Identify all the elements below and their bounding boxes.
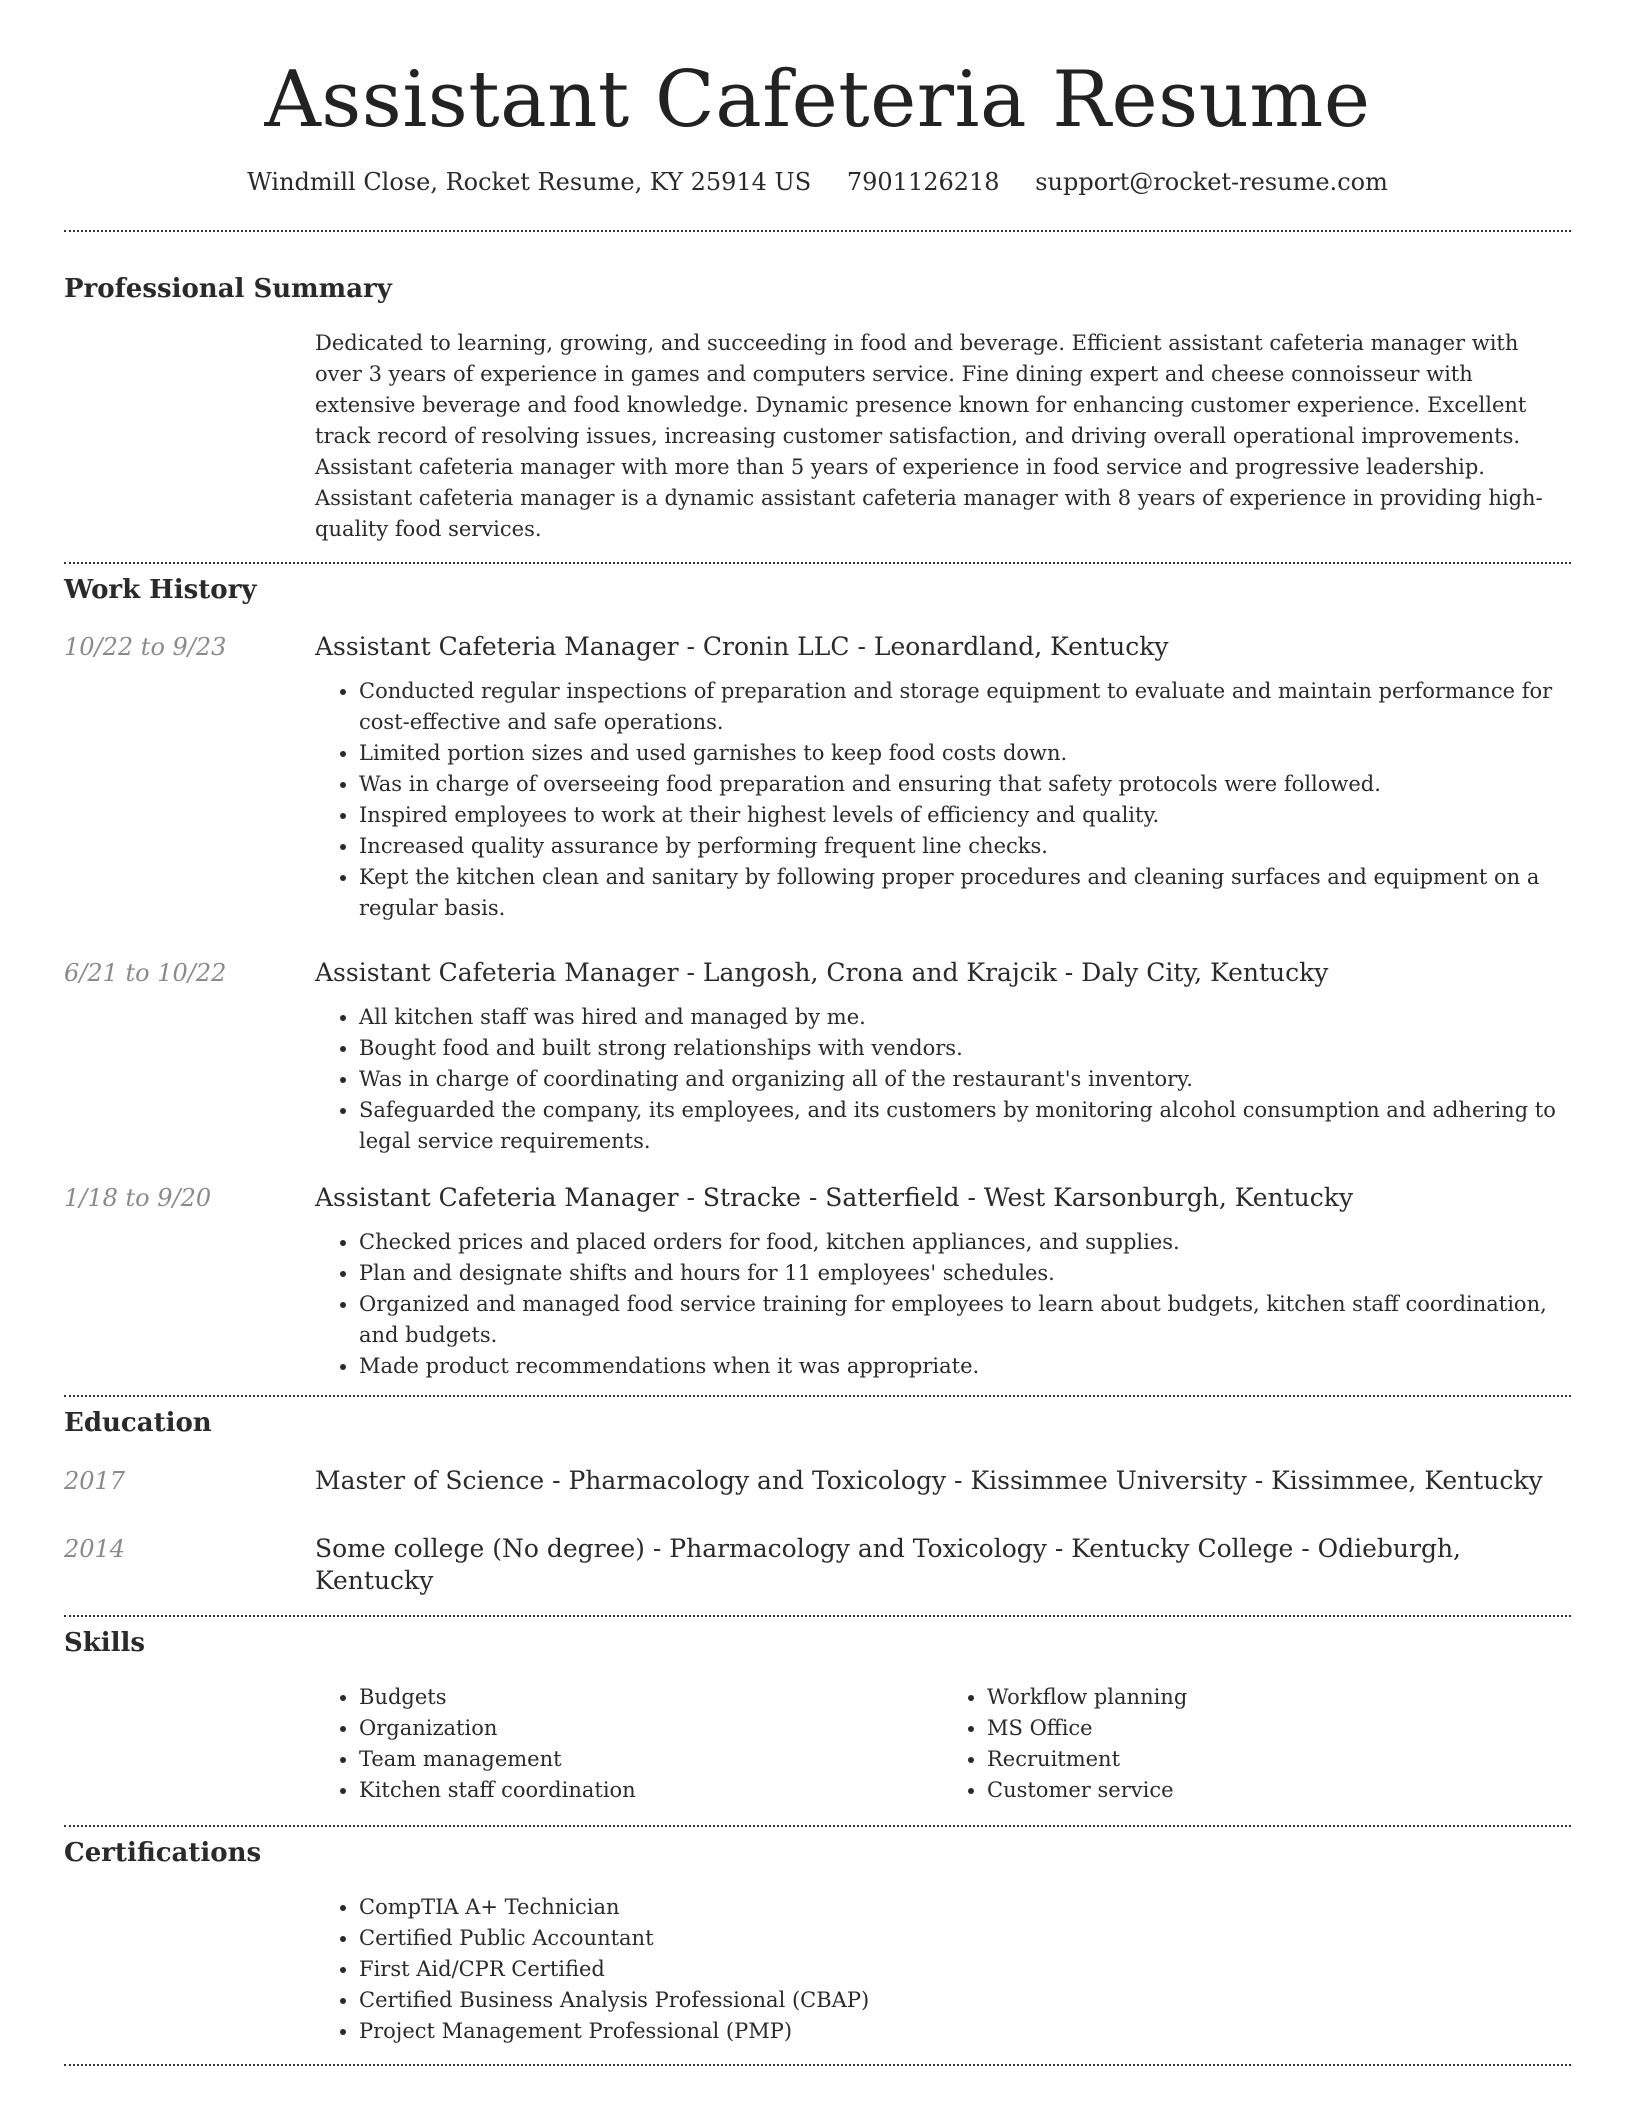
divider (64, 230, 1571, 232)
education-year: 2017 (64, 1467, 126, 1495)
list-item: • Made product recommendations when it was appropriate. (359, 1351, 1571, 1382)
job-entry (64, 1182, 1571, 1382)
skills-list-right (943, 1682, 1571, 1806)
divider (64, 2064, 1571, 2066)
job-bullets (315, 676, 1571, 924)
list-item: • Limited portion sizes and used garnishes to keep food costs down. (359, 738, 1571, 769)
job-dates: 1/18 to 9/20 (64, 1184, 212, 1212)
job-title: Assistant Cafeteria Manager - Cronin LLC - Leonardland, Kentucky (315, 632, 1169, 661)
list-item: • MS Office (987, 1713, 1571, 1744)
job-dates: 6/21 to 10/22 (64, 959, 227, 987)
skills-list-left (315, 1682, 943, 1806)
list-item: • Recruitment (987, 1744, 1571, 1775)
list-item: • Team management (359, 1744, 943, 1775)
divider (64, 1825, 1571, 1827)
list-item: • Project Management Professional (PMP) (359, 2016, 1571, 2047)
list-item: • Budgets (359, 1682, 943, 1713)
job-title: Assistant Cafeteria Manager - Langosh, Crona and Krajcik - Daly City, Kentucky (315, 958, 1329, 987)
section-heading-certifications: Certifications (64, 1838, 262, 1868)
list-item: • Certified Public Accountant (359, 1923, 1571, 1954)
list-item: • Inspired employees to work at their highest levels of efficiency and quality. (359, 800, 1571, 831)
certifications-section (64, 1837, 1571, 2047)
list-item: • Increased quality assurance by performing frequent line checks. (359, 831, 1571, 862)
section-heading-education: Education (64, 1408, 212, 1438)
job-dates: 10/22 to 9/23 (64, 633, 227, 661)
education-section (64, 1407, 1571, 1597)
skills-section (64, 1627, 1571, 1806)
list-item: • Plan and designate shifts and hours for 11 employees' schedules. (359, 1258, 1571, 1289)
job-bullets (315, 1002, 1571, 1157)
job-title: Assistant Cafeteria Manager - Stracke - Satterfield - West Karsonburgh, Kentucky (315, 1183, 1354, 1212)
section-heading-skills: Skills (64, 1628, 146, 1658)
education-title: Master of Science - Pharmacology and Toxicology - Kissimmee University - Kissimmee, Kentucky (315, 1466, 1543, 1495)
list-item: • Safeguarded the company, its employees, and its customers by monitoring alcohol consumption and adhering to legal service requirements. (359, 1095, 1571, 1157)
divider (64, 562, 1571, 564)
work-history-section (64, 574, 1571, 1382)
list-item: • Was in charge of coordinating and organizing all of the restaurant's inventory. (359, 1064, 1571, 1095)
list-item: • Was in charge of overseeing food preparation and ensuring that safety protocols were followed. (359, 769, 1571, 800)
list-item: • Conducted regular inspections of preparation and storage equipment to evaluate and maintain performance for cost-effective and safe operations. (359, 676, 1571, 738)
education-year: 2014 (64, 1535, 126, 1563)
list-item: • Customer service (987, 1775, 1571, 1806)
education-title: Some college (No degree) - Pharmacology and Toxicology - Kentucky College - Odieburgh, Kentucky (315, 1534, 1462, 1595)
education-entry (64, 1533, 1571, 1597)
skills-grid (315, 1682, 1571, 1806)
summary-text: Dedicated to learning, growing, and succeeding in food and beverage. Efficient assistant cafeteria manager with over 3 years of experience in games and computers service. Fine dining expert and cheese connoisseur with extensive beverage and food knowledge. Dynamic presence known for enhancing customer experience. Excellent track record of resolving issues, increasing customer satisfaction, and driving overall operational improvements. Assistant cafeteria manager with more than 5 years of experience in food service and progressive leadership. Assistant cafeteria manager is a dynamic assistant cafeteria manager with 8 years of experience in providing high-quality food services. (315, 331, 1543, 541)
job-bullets (315, 1227, 1571, 1382)
contact-line (64, 167, 1571, 197)
list-item: • Organized and managed food service training for employees to learn about budgets, kitchen staff coordination, and budgets. (359, 1289, 1571, 1351)
contact-phone: 7901126218 (846, 168, 1000, 196)
job-entry (64, 957, 1571, 1157)
contact-address: Windmill Close, Rocket Resume, KY 25914 US (247, 168, 812, 196)
section-heading-work-history: Work History (64, 575, 257, 605)
section-heading-summary: Professional Summary (64, 274, 392, 304)
resume-page (64, 0, 1571, 2066)
job-entry (64, 631, 1571, 924)
list-item: • Bought food and built strong relationships with vendors. (359, 1033, 1571, 1064)
divider (64, 1395, 1571, 1397)
contact-email: support@rocket-resume.com (1035, 168, 1388, 196)
list-item: • First Aid/CPR Certified (359, 1954, 1571, 1985)
list-item: • All kitchen staff was hired and managed by me. (359, 1002, 1571, 1033)
summary-section (64, 273, 1571, 545)
resume-title: Assistant Cafeteria Resume (264, 55, 1371, 145)
education-entry (64, 1465, 1571, 1497)
list-item: • CompTIA A+ Technician (359, 1892, 1571, 1923)
list-item: • Certified Business Analysis Professional (CBAP) (359, 1985, 1571, 2016)
certifications-list (315, 1892, 1571, 2047)
list-item: • Kitchen staff coordination (359, 1775, 943, 1806)
list-item: • Organization (359, 1713, 943, 1744)
list-item: • Checked prices and placed orders for food, kitchen appliances, and supplies. (359, 1227, 1571, 1258)
list-item: • Workflow planning (987, 1682, 1571, 1713)
divider (64, 1615, 1571, 1617)
list-item: • Kept the kitchen clean and sanitary by following proper procedures and cleaning surfaces and equipment on a regular basis. (359, 862, 1571, 924)
